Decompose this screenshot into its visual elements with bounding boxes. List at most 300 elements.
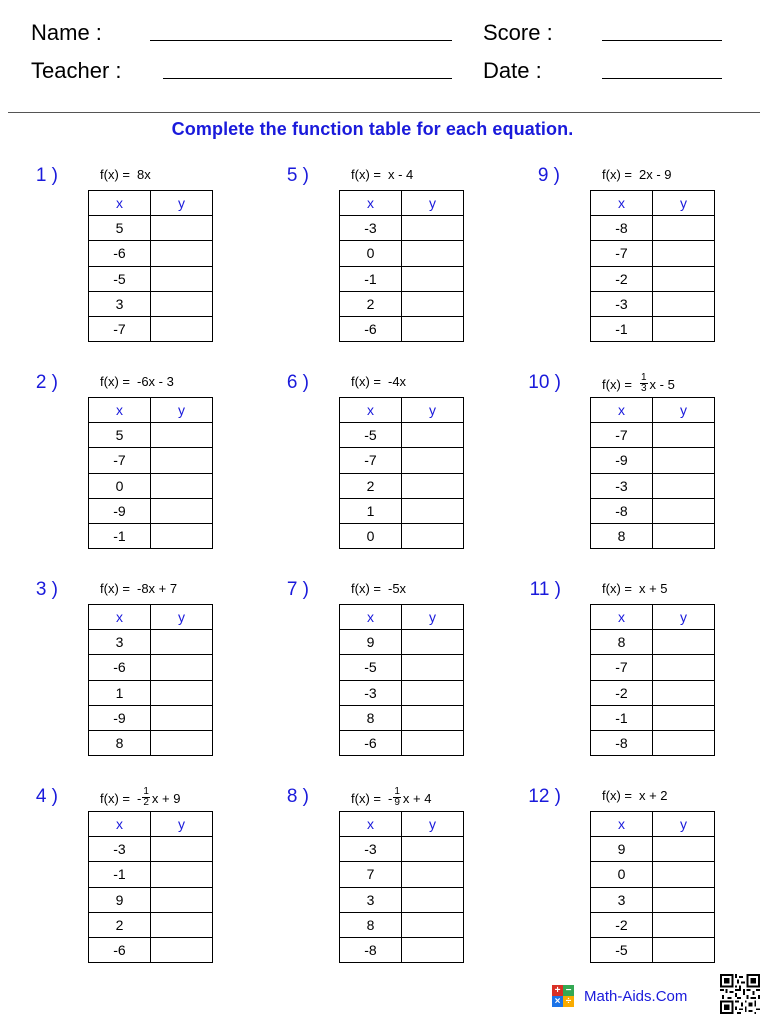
x-column-header: x [591,191,653,216]
table-row [591,423,715,448]
y-answer-cell[interactable] [402,523,464,548]
table-row [340,912,464,937]
problem-number: 2 ) [35,372,58,393]
equation-expression: x - 5 [649,376,675,392]
x-value-cell: 9 [340,630,402,655]
table-row [591,730,715,755]
table-row [89,862,213,887]
x-value-cell: -9 [591,448,653,473]
function-table [590,811,715,963]
y-answer-cell[interactable] [402,291,464,316]
equation-prefix: f(x) = [602,581,632,596]
problem-5 [251,165,501,365]
x-value-cell: 7 [340,862,402,887]
equation [100,374,174,390]
x-value-cell: -1 [591,705,653,730]
y-answer-cell[interactable] [151,837,213,862]
y-answer-cell[interactable] [402,887,464,912]
function-table [339,811,464,963]
teacher-label: Teacher : [31,58,122,83]
table-header-row [89,605,213,630]
x-column-header: x [340,812,402,837]
table-row [89,241,213,266]
x-value-cell: -3 [340,216,402,241]
y-column-header: y [151,605,213,630]
x-value-cell: 8 [89,730,151,755]
x-value-cell: 5 [89,423,151,448]
table-row [89,473,213,498]
x-column-header: x [591,812,653,837]
x-value-cell: -6 [89,937,151,962]
y-answer-cell[interactable] [151,730,213,755]
y-answer-cell[interactable] [402,266,464,291]
score-label: Score : [483,20,553,45]
problem-12 [502,786,752,986]
table-header-row [340,191,464,216]
y-answer-cell[interactable] [653,241,715,266]
table-row [591,680,715,705]
equation-expression: -5x [387,581,407,596]
y-answer-cell[interactable] [402,862,464,887]
y-answer-cell[interactable] [653,862,715,887]
x-value-cell: -2 [591,680,653,705]
x-value-cell: -8 [591,498,653,523]
problem-number: 4 ) [35,786,58,807]
y-column-header: y [151,191,213,216]
brand-text: Math-Aids.Com [584,987,688,1005]
equation [100,788,180,809]
y-answer-cell[interactable] [151,291,213,316]
table-row [89,423,213,448]
qr-code-icon [720,974,760,1014]
table-header-row [591,191,715,216]
equation-expression: -8x + 7 [136,581,178,596]
problem-number: 9 ) [537,165,560,186]
problem-7 [251,579,501,779]
table-row [340,266,464,291]
x-column-header: x [340,605,402,630]
x-value-cell: 2 [340,473,402,498]
y-answer-cell[interactable] [151,448,213,473]
problem-8 [251,786,501,986]
equation [602,374,675,395]
x-column-header: x [89,191,151,216]
x-value-cell: -9 [89,705,151,730]
x-value-cell: 0 [89,473,151,498]
problem-number: 8 ) [286,786,309,807]
function-table [88,190,213,342]
x-value-cell: -2 [591,912,653,937]
problem-number: 7 ) [286,579,309,600]
fraction-numerator: 1 [394,786,400,797]
table-row [89,912,213,937]
y-answer-cell[interactable] [151,316,213,341]
equation [351,788,431,809]
table-row [89,523,213,548]
x-value-cell: -7 [591,423,653,448]
x-column-header: x [340,398,402,423]
fraction-numerator: 1 [143,786,149,797]
y-answer-cell[interactable] [653,423,715,448]
table-row [591,241,715,266]
y-answer-cell[interactable] [402,655,464,680]
equation-sign: - [136,790,142,806]
equation-expression: -6x - 3 [136,374,174,389]
table-row [89,937,213,962]
x-value-cell: 0 [340,523,402,548]
y-answer-cell[interactable] [402,937,464,962]
y-answer-cell[interactable] [653,630,715,655]
minus-glyph: − [563,985,574,996]
table-row [340,937,464,962]
x-value-cell: -5 [340,423,402,448]
table-row [591,630,715,655]
table-header-row [89,191,213,216]
y-answer-cell[interactable] [151,241,213,266]
y-column-header: y [151,398,213,423]
function-table [590,190,715,342]
y-column-header: y [151,812,213,837]
table-row [591,291,715,316]
equation-prefix: f(x) = [100,581,130,596]
y-answer-cell[interactable] [653,316,715,341]
y-answer-cell[interactable] [151,680,213,705]
problem-number: 12 ) [528,786,561,807]
equation-prefix: f(x) = [100,790,130,806]
score-line[interactable] [602,40,722,41]
y-answer-cell[interactable] [151,912,213,937]
brand-logo [552,985,687,1007]
equation-prefix: f(x) = [602,788,632,803]
y-answer-cell[interactable] [402,837,464,862]
problem-9 [502,165,752,365]
x-value-cell: 2 [89,912,151,937]
equation-fraction [393,787,401,808]
y-answer-cell[interactable] [151,473,213,498]
x-column-header: x [89,605,151,630]
x-column-header: x [591,398,653,423]
equation-expression: x + 5 [638,581,668,596]
y-column-header: y [653,605,715,630]
y-answer-cell[interactable] [653,937,715,962]
y-answer-cell[interactable] [151,216,213,241]
y-answer-cell[interactable] [402,630,464,655]
table-header-row [591,605,715,630]
equation-expression: x + 2 [638,788,668,803]
y-answer-cell[interactable] [402,216,464,241]
table-row [89,680,213,705]
y-answer-cell[interactable] [653,448,715,473]
table-row [340,423,464,448]
equation-expression: x + 9 [151,790,181,806]
x-column-header: x [89,812,151,837]
x-value-cell: -8 [591,730,653,755]
x-column-header: x [89,398,151,423]
table-row [591,473,715,498]
equation [602,167,672,183]
table-row [340,630,464,655]
table-row [591,837,715,862]
fraction-numerator: 1 [640,372,647,383]
x-value-cell: -7 [89,316,151,341]
x-value-cell: -1 [340,266,402,291]
table-row [591,266,715,291]
table-row [340,730,464,755]
y-answer-cell[interactable] [653,705,715,730]
y-answer-cell[interactable] [151,266,213,291]
x-value-cell: -5 [89,266,151,291]
equation-prefix: f(x) = [351,167,381,182]
fraction-denominator: 2 [143,797,149,808]
equation-prefix: f(x) = [351,790,381,806]
function-table [88,397,213,549]
table-row [89,266,213,291]
y-answer-cell[interactable] [151,498,213,523]
y-answer-cell[interactable] [653,523,715,548]
x-value-cell: 0 [340,241,402,266]
date-label: Date : [483,58,542,83]
y-answer-cell[interactable] [653,498,715,523]
x-value-cell: -6 [340,316,402,341]
x-value-cell: 8 [340,912,402,937]
plus-glyph: + [552,985,563,996]
equation [351,374,406,390]
x-value-cell: -8 [340,937,402,962]
table-row [89,498,213,523]
table-row [89,448,213,473]
y-column-header: y [653,398,715,423]
problem-number: 11 ) [529,579,561,600]
equation [602,788,668,804]
y-answer-cell[interactable] [402,912,464,937]
y-answer-cell[interactable] [402,316,464,341]
table-header-row [340,605,464,630]
y-answer-cell[interactable] [151,937,213,962]
x-value-cell: -7 [591,241,653,266]
equation-fraction [640,373,648,394]
y-answer-cell[interactable] [402,448,464,473]
table-row [89,730,213,755]
y-answer-cell[interactable] [151,523,213,548]
equation-prefix: f(x) = [602,376,632,392]
table-row [591,655,715,680]
y-answer-cell[interactable] [653,680,715,705]
fraction-denominator: 3 [640,383,647,394]
table-header-row [340,812,464,837]
problem-3 [0,579,250,779]
equation-expression: x - 4 [387,167,414,182]
x-value-cell: 9 [591,837,653,862]
y-answer-cell[interactable] [151,887,213,912]
table-row [89,655,213,680]
table-row [340,887,464,912]
equation [100,167,151,183]
table-header-row [89,812,213,837]
table-row [89,316,213,341]
y-column-header: y [402,605,464,630]
problem-number: 10 ) [528,372,561,393]
problem-10 [502,372,752,572]
table-row [340,705,464,730]
equation-expression: x + 4 [402,790,432,806]
table-row [340,862,464,887]
date-line[interactable] [602,78,722,79]
x-value-cell: -2 [591,266,653,291]
y-column-header: y [402,398,464,423]
y-answer-cell[interactable] [402,423,464,448]
y-column-header: y [653,191,715,216]
x-value-cell: -1 [89,523,151,548]
table-header-row [89,398,213,423]
x-value-cell: -7 [340,448,402,473]
table-row [340,680,464,705]
problem-number: 3 ) [35,579,58,600]
table-row [340,473,464,498]
table-row [591,912,715,937]
problem-6 [251,372,501,572]
x-value-cell: -6 [340,730,402,755]
y-answer-cell[interactable] [151,705,213,730]
problem-1 [0,165,250,365]
table-row [340,291,464,316]
function-table [339,604,464,756]
times-glyph: × [552,996,563,1007]
function-table [339,190,464,342]
equation [100,581,177,597]
instructions: Complete the function table for each equation. [171,119,574,139]
equation-prefix: f(x) = [351,374,381,389]
x-value-cell: -3 [591,291,653,316]
y-answer-cell[interactable] [653,887,715,912]
y-answer-cell[interactable] [402,473,464,498]
x-value-cell: -7 [89,448,151,473]
function-table [88,811,213,963]
name-label: Name : [31,20,102,45]
y-answer-cell[interactable] [151,630,213,655]
x-value-cell: -3 [340,837,402,862]
x-column-header: x [340,191,402,216]
equation [602,581,668,597]
x-value-cell: 5 [89,216,151,241]
y-answer-cell[interactable] [653,837,715,862]
table-header-row [591,398,715,423]
x-value-cell: 3 [89,630,151,655]
table-row [591,316,715,341]
x-value-cell: 3 [591,887,653,912]
x-value-cell: 1 [340,498,402,523]
x-value-cell: 2 [340,291,402,316]
x-value-cell: 9 [89,887,151,912]
y-column-header: y [402,812,464,837]
table-row [591,523,715,548]
table-row [340,216,464,241]
x-value-cell: -8 [591,216,653,241]
teacher-line[interactable] [163,78,452,79]
y-answer-cell[interactable] [653,655,715,680]
table-row [340,837,464,862]
x-value-cell: 3 [340,887,402,912]
x-value-cell: -3 [89,837,151,862]
y-answer-cell[interactable] [402,705,464,730]
table-row [591,862,715,887]
table-row [591,887,715,912]
problem-number: 1 ) [35,165,58,186]
x-value-cell: -6 [89,241,151,266]
table-row [591,498,715,523]
table-row [89,705,213,730]
y-answer-cell[interactable] [653,473,715,498]
table-row [340,448,464,473]
equation-prefix: f(x) = [100,374,130,389]
y-answer-cell[interactable] [402,241,464,266]
y-answer-cell[interactable] [402,498,464,523]
y-answer-cell[interactable] [402,730,464,755]
divide-glyph: ÷ [563,996,574,1007]
calculator-icon [552,985,574,1007]
x-value-cell: -3 [591,473,653,498]
y-answer-cell[interactable] [653,912,715,937]
name-line[interactable] [150,40,452,41]
equation-expression: 2x - 9 [638,167,672,182]
equation-prefix: f(x) = [100,167,130,182]
function-table [590,397,715,549]
equation [351,167,413,183]
equation [351,581,406,597]
equation-expression: 8x [136,167,151,182]
y-answer-cell[interactable] [653,216,715,241]
y-answer-cell[interactable] [151,655,213,680]
table-row [340,241,464,266]
function-table [88,604,213,756]
y-answer-cell[interactable] [653,266,715,291]
table-header-row [591,812,715,837]
y-answer-cell[interactable] [151,862,213,887]
function-table [590,604,715,756]
table-row [89,216,213,241]
fraction-denominator: 9 [394,797,400,808]
table-header-row [340,398,464,423]
equation-prefix: f(x) = [351,581,381,596]
y-answer-cell[interactable] [653,730,715,755]
table-row [591,937,715,962]
y-answer-cell[interactable] [402,680,464,705]
table-row [591,705,715,730]
table-row [89,887,213,912]
x-value-cell: -1 [89,862,151,887]
x-value-cell: 3 [89,291,151,316]
problem-number: 5 ) [286,165,309,186]
header-divider [8,112,760,113]
table-row [340,498,464,523]
x-value-cell: 8 [591,630,653,655]
table-row [591,216,715,241]
table-row [340,655,464,680]
x-value-cell: 1 [89,680,151,705]
x-value-cell: 0 [591,862,653,887]
x-value-cell: -1 [591,316,653,341]
function-table [339,397,464,549]
x-column-header: x [591,605,653,630]
problem-2 [0,372,250,572]
table-row [89,837,213,862]
x-value-cell: -7 [591,655,653,680]
y-answer-cell[interactable] [151,423,213,448]
table-row [340,316,464,341]
y-column-header: y [402,191,464,216]
x-value-cell: -5 [340,655,402,680]
y-answer-cell[interactable] [653,291,715,316]
table-row [89,630,213,655]
